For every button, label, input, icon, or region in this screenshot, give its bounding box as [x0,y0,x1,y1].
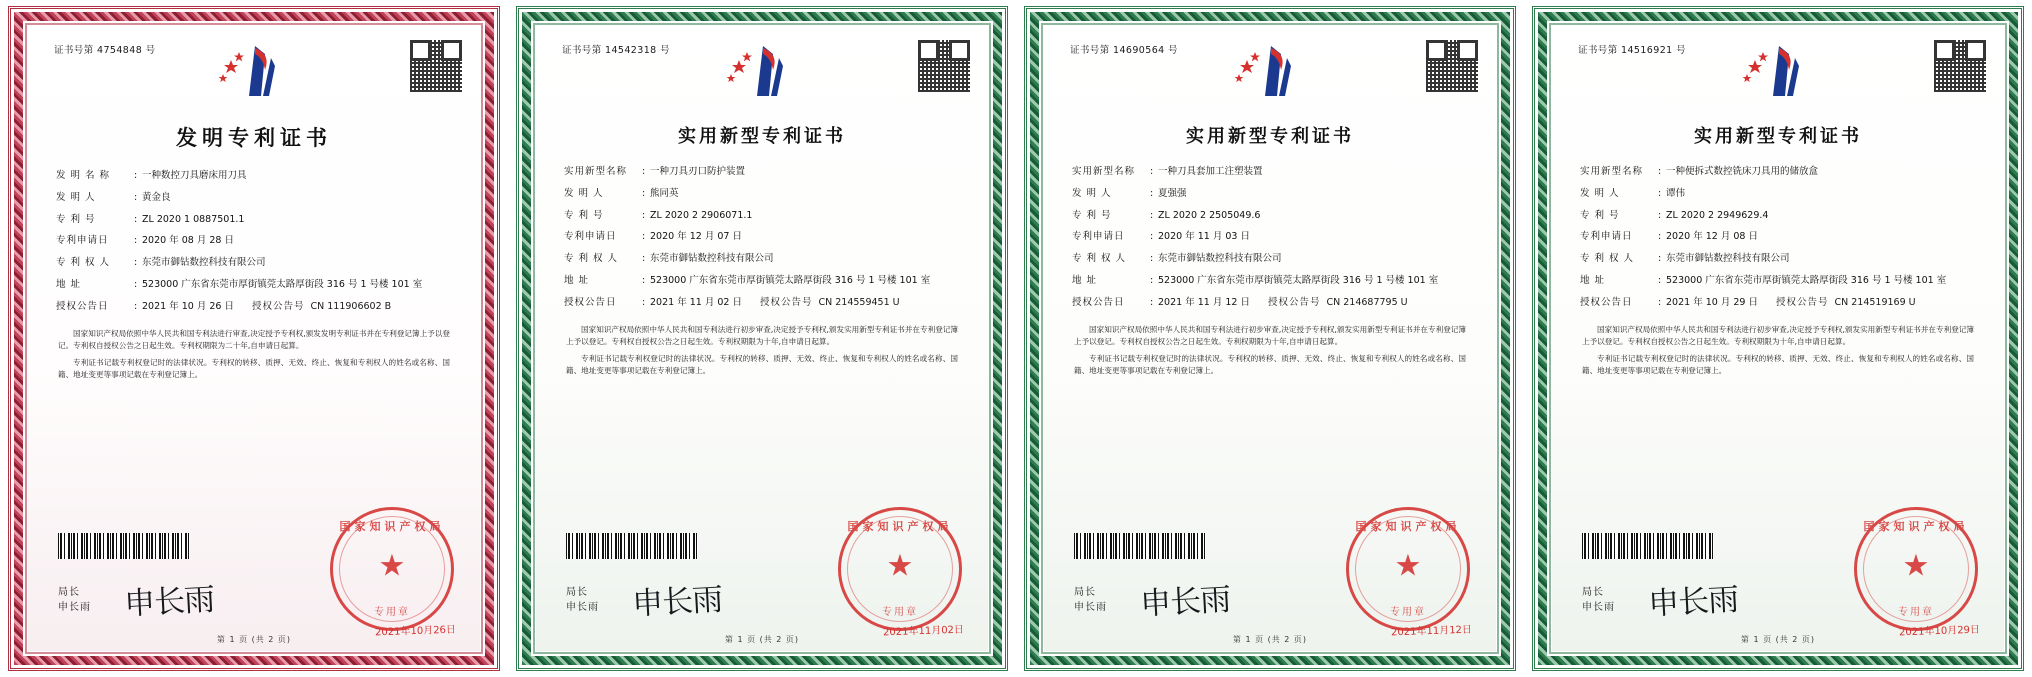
field-patentee [1072,253,1468,266]
seal-bottom-text: 专用章 [882,607,918,618]
field-application-date [1580,231,1976,244]
field-label: 专 利 号 [1580,209,1620,221]
certificate-title: 实用新型专利证书 [678,126,846,147]
certificate-paper [1044,26,1496,651]
director-block [1582,585,1615,615]
field-value: 谭伟 [1666,187,1686,199]
field-colon: : [1658,253,1662,265]
field-value: 东莞市御钻数控科技有限公司 [650,253,774,265]
field-grant [564,297,960,310]
official-seal [330,507,454,631]
field-label: 专 利 权 人 [56,257,111,269]
field-label: 发 明 人 [1072,187,1112,199]
field-grant [56,301,452,314]
official-seal [1346,507,1470,631]
page-footer: 第 1 页 (共 2 页) [724,635,800,644]
field-colon: : [134,257,138,269]
field-patent-no [1072,210,1468,223]
logo-svg [209,40,299,100]
field-colon: : [642,187,646,199]
field-label: 专利申请日 [1072,231,1125,243]
director-block [58,585,91,615]
field-colon: : [134,235,138,247]
seal-top-text: 国家知识产权局 [847,520,953,533]
field-label: 地 址 [564,275,590,287]
field-value: 熊同英 [650,187,679,199]
cert-no-value: 4754848 [97,45,143,56]
seal-bottom-text: 专用章 [374,607,410,618]
field-colon: : [1658,296,1662,308]
seal-date: 2021年11月12日 [1390,624,1473,639]
field-label: 地 址 [1072,275,1098,287]
certificate-card[interactable] [1524,0,2032,677]
field-application-date [1072,231,1468,244]
legal-text [1066,324,1474,378]
legal-paragraph: 专利证书记载专利权登记时的法律状况。专利权的转移、质押、无效、终止、恢复和专利权人的姓名或名称、国籍、地址变更等事项记载在专利登记簿上。 [1582,353,1974,376]
certificate-paper [1552,26,2004,651]
field-value: 2021 年 10 月 26 日 [142,300,234,312]
field-label: 发 明 人 [1580,187,1620,199]
field-label: 实用新型名称 [1580,166,1644,177]
barcode [566,533,698,559]
legal-paragraph: 专利证书记载专利权登记时的法律状况。专利权的转移、质押、无效、终止、恢复和专利权人的姓名或名称、国籍、地址变更等事项记载在专利登记簿上。 [58,357,450,380]
director-signature: 申长雨 [631,581,724,623]
field-label: 地 址 [1580,275,1606,287]
field-value: 黄金良 [142,191,171,203]
director-label: 局长 [1074,587,1096,598]
field-colon: : [642,166,646,177]
barcode [1582,533,1714,559]
field-address [1072,275,1468,288]
director-label: 局长 [58,587,80,598]
field-address [1580,275,1976,288]
official-seal [1854,507,1978,631]
cert-no-suffix: 号 [1676,45,1686,56]
field-value: ZL 2020 2 2505049.6 [1158,209,1261,221]
legal-paragraph: 专利证书记载专利权登记时的法律状况。专利权的转移、质押、无效、终止、恢复和专利权人的姓名或名称、国籍、地址变更等事项记载在专利登记簿上。 [566,353,958,376]
seal-date: 2021年10月29日 [1898,624,1981,639]
certificate-frame [1532,6,2024,671]
certificate-content [536,26,988,651]
cert-no-suffix: 号 [1168,45,1178,56]
official-seal [838,507,962,631]
field-colon: : [134,191,138,203]
field-colon: : [1150,209,1154,221]
legal-paragraph: 国家知识产权局依照中华人民共和国专利法进行初步审查,决定授予专利权,颁发实用新型专利证书并在专利登记簿上予以登记。专利权自授权公告之日起生效。专利权期限为十年,自申请日起算。 [1074,324,1466,346]
certificate-fields [558,166,966,310]
barcode [58,533,190,559]
field-patentee [1580,253,1976,266]
qr-code-icon [1934,40,1986,92]
field-value-grant-no: CN 111906602 B [310,300,392,312]
field-inventor [1580,188,1976,201]
field-label: 专利申请日 [564,231,617,243]
seal-date: 2021年10月26日 [374,624,457,639]
director-name: 申长雨 [566,602,599,613]
field-colon: : [134,279,138,291]
field-label: 实用新型名称 [564,166,628,177]
field-label: 专利申请日 [56,235,109,247]
certificate-frame [516,6,1008,671]
cert-no-prefix: 证书号第 [1578,45,1618,56]
field-label: 地 址 [56,279,82,291]
field-label: 发 明 人 [564,187,604,199]
logo-svg [1733,40,1823,100]
cert-no-prefix: 证书号第 [562,45,602,56]
field-colon: : [642,231,646,243]
field-value: 523000 广东省东莞市厚街镇莞太路厚街段 316 号 1 号楼 101 室 [142,279,423,291]
qr-code-icon [1426,40,1478,92]
field-colon: : [1150,187,1154,199]
field-name [1580,166,1976,179]
field-colon: : [1658,275,1662,287]
field-value: ZL 2020 1 0887501.1 [142,213,245,225]
director-signature: 申长雨 [1647,581,1740,623]
field-address [564,275,960,288]
field-value: 2021 年 10 月 29 日 [1666,296,1758,308]
page-footer: 第 1 页 (共 2 页) [1740,635,1816,644]
field-inventor [564,188,960,201]
certificate-frame [8,6,500,671]
logo-svg [717,40,807,100]
field-value-grant-no: CN 214687795 U [1326,296,1408,308]
field-colon: : [1150,253,1154,265]
certificate-card[interactable] [0,0,508,677]
field-colon: : [642,275,646,287]
field-value: 2020 年 08 月 28 日 [142,235,234,247]
field-colon: : [1658,187,1662,199]
field-value: 一种便拆式数控铣床刀具用的储放盒 [1666,166,1819,177]
field-value-grant-no: CN 214559451 U [818,296,900,308]
seal-bottom-text: 专用章 [1898,607,1934,618]
field-value: 523000 广东省东莞市厚街镇莞太路厚街段 316 号 1 号楼 101 室 [1158,275,1439,287]
field-label: 发 明 名 称 [56,170,111,181]
legal-paragraph: 国家知识产权局依照中华人民共和国专利法进行初步审查,决定授予专利权,颁发实用新型专利证书并在专利登记簿上予以登记。专利权自授权公告之日起生效。专利权期限为十年,自申请日起算。 [566,324,958,346]
field-grant [1580,297,1976,310]
field-colon: : [642,296,646,308]
seal-star-icon: ★ [1394,548,1422,584]
field-value: 一种数控刀具磨床用刀具 [142,170,247,181]
field-name [564,166,960,179]
cert-no-suffix: 号 [660,45,670,56]
field-colon: : [1150,231,1154,243]
field-value: 2021 年 11 月 02 日 [650,296,742,308]
certificate-frame [1024,6,1516,671]
legal-paragraph: 国家知识产权局依照中华人民共和国专利法进行审查,决定授予专利权,颁发发明专利证书并在专利登记簿上予以登记。专利权自授权公告之日起生效。专利权期限为二十年,自申请日起算。 [58,328,450,350]
field-label: 专 利 权 人 [564,253,619,265]
seal-star-icon: ★ [1902,548,1930,584]
field-label-grant-no: 授权公告号 [759,296,813,308]
field-colon: : [1150,166,1154,177]
director-label: 局长 [1582,587,1604,598]
field-label: 专 利 号 [56,213,96,225]
cnipa-logo-icon [717,40,807,100]
field-colon: : [1658,209,1662,221]
field-value: 523000 广东省东莞市厚街镇莞太路厚街段 316 号 1 号楼 101 室 [650,275,931,287]
director-signature: 申长雨 [123,581,216,623]
director-name: 申长雨 [1582,602,1615,613]
seal-star-icon: ★ [886,548,914,584]
field-patent-no [1580,210,1976,223]
certificate-content [1044,26,1496,651]
seal-date: 2021年11月02日 [882,624,965,639]
legal-text [50,328,458,382]
seal-top-text: 国家知识产权局 [1863,520,1969,533]
director-name: 申长雨 [58,602,91,613]
field-value: 东莞市御钻数控科技有限公司 [1666,253,1790,265]
cert-no-suffix: 号 [145,45,156,56]
director-block [566,585,599,615]
certificate-fields [50,170,458,314]
certificate-content [1552,26,2004,651]
field-label: 授权公告日 [1072,296,1125,308]
field-patentee [56,257,452,270]
field-label-grant-no: 授权公告号 [1775,296,1829,308]
field-application-date [56,235,452,248]
certificate-fields [1066,166,1474,310]
certificate-content [28,26,480,651]
field-patent-no [564,210,960,223]
cnipa-logo-icon [209,40,299,100]
certificate-card[interactable] [1016,0,1524,677]
field-colon: : [1658,166,1662,177]
page-footer: 第 1 页 (共 2 页) [1232,635,1308,644]
logo-svg [1225,40,1315,100]
certificate-fields [1574,166,1982,310]
field-value: 一种刀具套加工注塑装置 [1158,166,1263,177]
field-value: 2021 年 11 月 12 日 [1158,296,1250,308]
field-colon: : [1150,296,1154,308]
qr-code-icon [410,40,462,92]
field-label: 实用新型名称 [1072,166,1136,177]
page-footer: 第 1 页 (共 2 页) [216,635,292,644]
field-label: 授权公告日 [564,296,617,308]
seal-top-text: 国家知识产权局 [1355,520,1461,533]
field-colon: : [642,253,646,265]
field-colon: : [134,213,138,225]
certificate-paper [28,26,480,651]
cert-no-value: 14542318 [605,45,657,56]
director-signature: 申长雨 [1139,581,1232,623]
barcode [1074,533,1206,559]
field-patent-no [56,214,452,227]
field-application-date [564,231,960,244]
certificate-title: 实用新型专利证书 [1186,126,1354,147]
field-label: 专 利 权 人 [1580,253,1635,265]
field-inventor [1072,188,1468,201]
field-name [1072,166,1468,179]
cert-no-prefix: 证书号第 [1070,45,1110,56]
director-block [1074,585,1107,615]
field-value: 2020 年 11 月 03 日 [1158,231,1250,243]
legal-paragraph: 专利证书记载专利权登记时的法律状况。专利权的转移、质押、无效、终止、恢复和专利权人的姓名或名称、国籍、地址变更等事项记载在专利登记簿上。 [1074,353,1466,376]
certificate-title: 实用新型专利证书 [1694,126,1862,147]
field-value-grant-no: CN 214519169 U [1834,296,1916,308]
field-inventor [56,192,452,205]
certificate-paper [536,26,988,651]
legal-text [1574,324,1982,378]
field-value: 2020 年 12 月 07 日 [650,231,742,243]
field-label: 专 利 权 人 [1072,253,1127,265]
field-value: ZL 2020 2 2949629.4 [1666,209,1769,221]
field-label-grant-no: 授权公告号 [251,300,305,312]
field-address [56,279,452,292]
field-value: 2020 年 12 月 08 日 [1666,231,1758,243]
cnipa-logo-icon [1225,40,1315,100]
field-label: 授权公告日 [56,300,109,312]
field-colon: : [1658,231,1662,243]
field-label: 专 利 号 [1072,209,1112,221]
field-value: 一种刀具刃口防护装置 [650,166,746,177]
field-label: 专 利 号 [564,209,604,221]
field-colon: : [134,300,138,312]
field-value: 东莞市御钻数控科技有限公司 [142,257,266,269]
field-label: 授权公告日 [1580,296,1633,308]
legal-paragraph: 国家知识产权局依照中华人民共和国专利法进行初步审查,决定授予专利权,颁发实用新型专利证书并在专利登记簿上予以登记。专利权自授权公告之日起生效。专利权期限为十年,自申请日起算。 [1582,324,1974,346]
certificate-title: 发明专利证书 [176,125,332,150]
field-value: 523000 广东省东莞市厚街镇莞太路厚街段 316 号 1 号楼 101 室 [1666,275,1947,287]
legal-text [558,324,966,378]
qr-code-icon [918,40,970,92]
field-patentee [564,253,960,266]
field-label: 发 明 人 [56,191,96,203]
cnipa-logo-icon [1733,40,1823,100]
cert-no-value: 14690564 [1113,45,1165,56]
seal-top-text: 国家知识产权局 [339,520,445,533]
cert-no-prefix: 证书号第 [54,45,94,56]
field-value: 夏强强 [1158,187,1187,199]
field-name [56,170,452,183]
field-colon: : [1150,275,1154,287]
seal-bottom-text: 专用章 [1390,607,1426,618]
field-value: ZL 2020 2 2906071.1 [650,209,753,221]
seal-star-icon: ★ [378,548,406,584]
director-label: 局长 [566,587,588,598]
cert-no-value: 14516921 [1621,45,1673,56]
field-colon: : [642,209,646,221]
field-label: 专利申请日 [1580,231,1633,243]
field-value: 东莞市御钻数控科技有限公司 [1158,253,1282,265]
certificate-card[interactable] [508,0,1016,677]
field-label-grant-no: 授权公告号 [1267,296,1321,308]
director-name: 申长雨 [1074,602,1107,613]
field-grant [1072,297,1468,310]
field-colon: : [134,170,138,181]
